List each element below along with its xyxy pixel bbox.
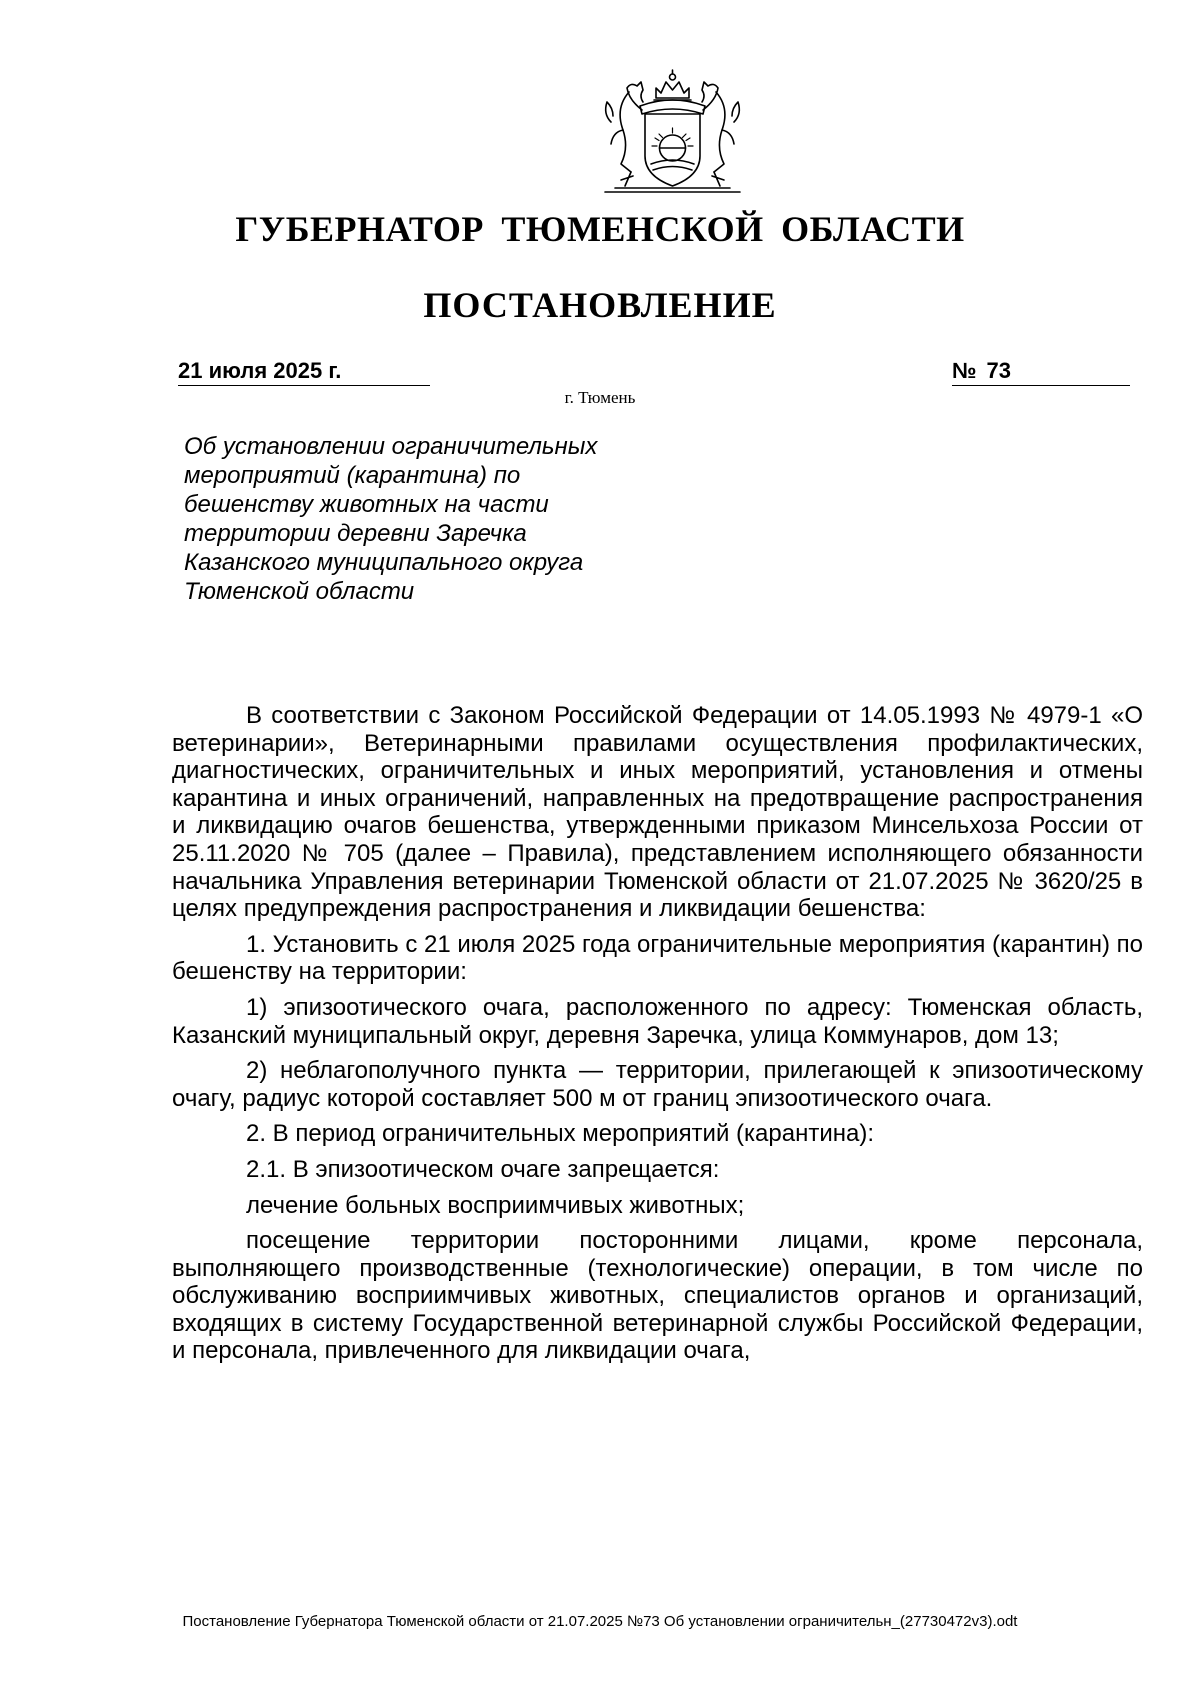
number-sign: № <box>952 358 977 383</box>
subject-line: Казанского муниципального округа <box>184 549 584 576</box>
subject-line: Об установлении ограничительных <box>184 433 598 460</box>
document-number: 73 <box>986 358 1012 383</box>
body-paragraph: 2.1. В эпизоотическом очаге запрещается: <box>246 1155 720 1183</box>
document-type: ПОСТАНОВЛЕНИЕ <box>423 285 777 325</box>
document-footer: Постановление Губернатора Тюменской области от 21.07.2025 №73 Об установлении ограничительн_(27730472v3).odt <box>182 1613 1018 1630</box>
document-body <box>172 702 1143 1365</box>
preamble-paragraph: В соответствии с Законом Российской Федерации от 14.05.1993 № 4979-1 «О ветеринарии», Ветеринарными правилами осуществления профилактических, диагностических, ограничительных и иных мероприятий, установления и отмены карантина и иных ограничений, направленных на предотвращение распространения и ликвидацию очагов бешенства, утвержденными приказом Минсельхоза России от 25.11.2020 № 705 (далее – Правила), представлением исполняющего обязанности начальника Управления ветеринарии Тюменской области от 21.07.2025 № 3620/25 в целях предупреждения распространения и ликвидации бешенства: <box>172 702 1143 923</box>
body-paragraph: 2. В период ограничительных мероприятий (карантина): <box>246 1120 875 1148</box>
subject-line: бешенству животных на части <box>184 491 549 518</box>
document-subject <box>184 432 654 606</box>
body-paragraph: 1. Установить с 21 июля 2025 года ограничительные мероприятия (карантин) по бешенству на территории: <box>172 930 1144 986</box>
document-number-field <box>952 357 1130 386</box>
document-date: 21 июля 2025 г. <box>178 357 430 386</box>
body-paragraph: лечение больных восприимчивых животных; <box>246 1191 745 1219</box>
document-city: г. Тюмень <box>564 388 636 407</box>
body-paragraph: 2) неблагополучного пункта — территории, прилегающей к эпизоотическому очагу, радиус которой составляет 500 м от границ эпизоотического очага. <box>172 1057 1143 1112</box>
authority-title: ГУБЕРНАТОР ТЮМЕНСКОЙ ОБЛАСТИ <box>235 209 965 249</box>
subject-line: мероприятий (карантина) по <box>184 462 521 489</box>
subject-line: территории деревни Заречка <box>184 520 527 547</box>
subject-line: Тюменской области <box>184 578 415 605</box>
body-paragraph: 1) эпизоотического очага, расположенного по адресу: Тюменская область, Казанский муниципальный округ, деревня Заречка, улица Коммунаров, дом 13; <box>172 993 1143 1049</box>
body-paragraph: посещение территории посторонними лицами, кроме персонала, выполняющего производственные (технологические) операции, в том числе по обслуживанию восприимчивых животных, специалистов органов и организаций, входящих в систему Государственной ветеринарной службы Российской Федерации, и персонала, привлеченного для ликвидации очага, <box>172 1227 1143 1365</box>
tyumen-coat-of-arms-icon <box>585 68 760 196</box>
